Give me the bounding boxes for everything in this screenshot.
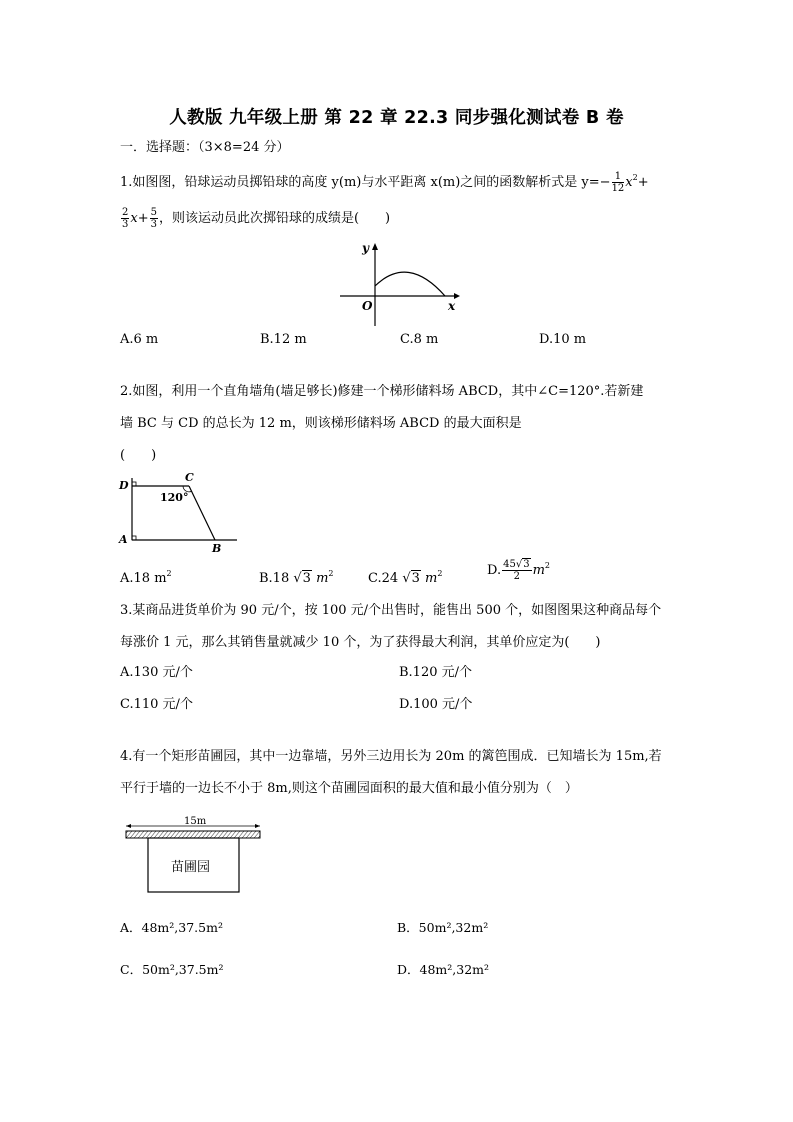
q1-fraction-a: $\frac{1}{12}$ [611,171,625,194]
q2-option-c[interactable]: C.24 √3 $m^2$ [368,569,443,586]
q4-option-c[interactable]: C．50m²,37.5m² [120,962,224,977]
fig-label-x: x [448,299,456,313]
q2-answer-paren: ( ) [120,448,157,463]
q4-line2: 平行于墙的一边长不小于 8m,则这个苗圃园面积的最大值和最小值分别为（ ） [120,781,578,796]
side-cb [189,486,215,540]
q2-line1: 2.如图，利用一个直角墙角(墙足够长)修建一个梯形储料场 ABCD，其中∠C=120°.若新建 [120,384,644,399]
fig-label-o: O [362,299,373,313]
q1-fraction-b: $\frac{2}{3}$ [122,207,129,230]
q2-option-d[interactable]: D. $\frac{45√3}{2}$ $m^2$ [487,559,550,582]
q3-line2: 每涨价 1 元，那么其销售量就减少 10 个，为了获得最大利润，其单价应定为( ) [120,635,601,650]
dimension-arrow-left [126,824,131,828]
garden-label: 苗圃园 [171,860,211,875]
q3-option-a[interactable]: A.130 元/个 [120,665,193,680]
q1-option-b[interactable]: B.12 m [260,332,307,347]
q1-line2: $\frac{2}{3}$ x+ $\frac{5}{3}$ ，则该运动员此次掷铅球的成绩是( ) [122,207,391,230]
q1-parabola-figure [338,238,463,328]
q3-option-b[interactable]: B.120 元/个 [399,665,473,680]
wall-hatched [126,831,260,838]
dimension-arrow-right [255,824,260,828]
page-title: 人教版 九年级上册 第 22 章 22.3 同步强化测试卷 B 卷 [169,108,624,128]
q4-line1: 4.有一个矩形苗圃园，其中一边靠墙，另外三边用长为 20m 的篱笆围成．已知墙长为 15m,若 [120,749,662,764]
q3-option-d[interactable]: D.100 元/个 [399,697,473,712]
y-axis-arrow [372,243,378,250]
parabola-curve [375,272,445,296]
q2-option-b[interactable]: B.18 √3 $m^2$ [259,569,334,586]
q1-option-c[interactable]: C.8 m [400,332,439,347]
q2-line2: 墙 BC 与 CD 的总长为 12 m，则该梯形储料场 ABCD 的最大面积是 [120,416,522,431]
fig-angle-120: 120° [160,491,189,504]
q1-option-d[interactable]: D.10 m [539,332,587,347]
fig-label-y: y [362,241,369,255]
fig-label-a: A [119,533,128,546]
right-angle-d [132,482,136,486]
q3-line1: 3.某商品进货单价为 90 元/个，按 100 元/个出售时，能售出 500 个，如图图果这种商品每个 [120,603,662,618]
fig-label-d: D [119,479,129,492]
q4-option-b[interactable]: B．50m²,32m² [397,920,489,935]
q2-trapezoid-figure [115,470,243,555]
q1-fraction-c: $\frac{5}{3}$ [150,207,157,230]
q4-garden-figure [118,814,268,896]
q4-option-d[interactable]: D．48m²,32m² [397,962,490,977]
wall-length-label: 15m [184,816,207,827]
q3-option-c[interactable]: C.110 元/个 [120,697,193,712]
q1-option-a[interactable]: A.6 m [120,332,159,347]
q1-line1: 1.如图图，铅球运动员掷铅球的高度 y(m)与水平距离 x(m)之间的函数解析式是 y=− $\frac{1}{12}$ $x^2+$ [120,171,649,194]
section-heading: 一．选择题：（3×8=24 分） [120,140,290,155]
fig-label-b: B [212,542,222,555]
q4-option-a[interactable]: A．48m²,37.5m² [120,920,223,935]
fig-label-c: C [185,471,194,484]
q2-option-a[interactable]: A.18 $m^2$ [120,569,172,586]
